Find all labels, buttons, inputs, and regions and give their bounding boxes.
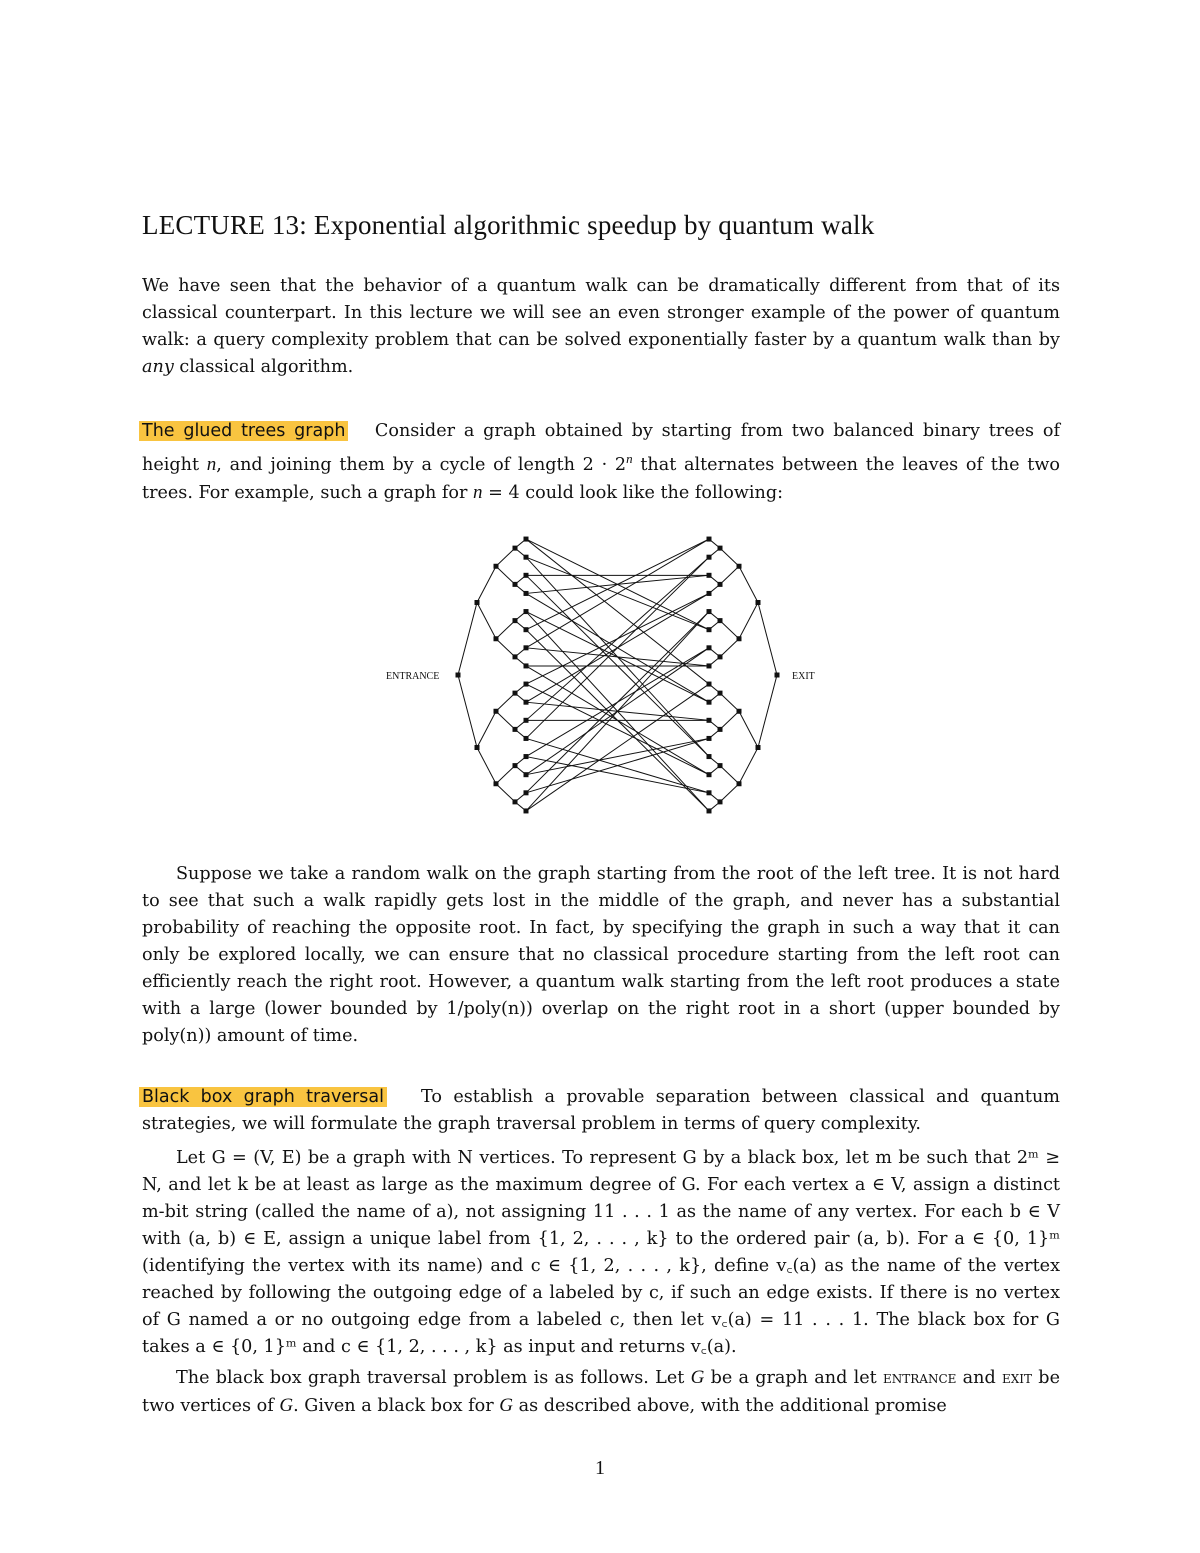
- section1-text-2: , and joining them by a cycle of length 2 · 2: [216, 454, 627, 475]
- tree-edge: [477, 748, 496, 784]
- tree-edge: [496, 639, 515, 657]
- math-exponent-n: n: [626, 451, 633, 466]
- math-g: G: [690, 1367, 705, 1388]
- para4-text-4: be two vertices of: [142, 1368, 1060, 1416]
- graph-vertex: [707, 808, 712, 813]
- para4-text-2: be a graph and let: [704, 1368, 883, 1388]
- para4-text-1: The black box graph traversal problem is as follows. Let: [176, 1368, 691, 1388]
- graph-vertex: [513, 763, 518, 768]
- graph-vertex: [524, 700, 529, 705]
- tree-edge: [720, 639, 739, 657]
- graph-vertex: [494, 636, 499, 641]
- glued-trees-graph: [380, 515, 820, 835]
- graph-vertex: [718, 691, 723, 696]
- graph-vertex: [707, 609, 712, 614]
- graph-vertex: [707, 627, 712, 632]
- graph-vertex: [524, 682, 529, 687]
- black-box-paragraph: [142, 1084, 1060, 1138]
- tree-edge: [720, 548, 739, 566]
- intro-emphasis: any: [142, 357, 174, 377]
- tree-edge: [477, 603, 496, 639]
- graph-vertex: [737, 636, 742, 641]
- graph-vertex: [707, 591, 712, 596]
- tree-edge: [496, 784, 515, 802]
- cycle-edge: [526, 539, 709, 648]
- tree-edge: [720, 621, 739, 639]
- graph-vertex: [494, 781, 499, 786]
- section-heading-black-box: Black box graph traversal: [139, 1087, 387, 1107]
- graph-vertex: [718, 654, 723, 659]
- graph-vertex: [513, 546, 518, 551]
- graph-vertex: [524, 627, 529, 632]
- tree-edge: [739, 566, 758, 602]
- graph-vertex: [524, 754, 529, 759]
- graph-vertex: [494, 564, 499, 569]
- graph-vertex: [524, 736, 529, 741]
- tree-edge: [496, 566, 515, 584]
- para4-text-6: as described above, with the additional promise: [513, 1396, 947, 1416]
- graph-vertex: [513, 799, 518, 804]
- math-n: n: [473, 481, 483, 503]
- tree-edge: [720, 566, 739, 584]
- cycle-edge: [526, 738, 709, 774]
- tree-edge: [720, 766, 739, 784]
- problem-paragraph: [142, 1364, 1060, 1420]
- graph-vertex: [718, 546, 723, 551]
- tree-edge: [477, 566, 496, 602]
- exit-vertex: [775, 673, 780, 678]
- graph-vertex: [756, 600, 761, 605]
- entrance-label: ENTRANCE: [386, 671, 440, 682]
- graph-vertex: [718, 799, 723, 804]
- tree-edge: [458, 603, 477, 676]
- tree-edge: [739, 603, 758, 639]
- math-n: n: [206, 453, 217, 475]
- graph-vertex: [707, 790, 712, 795]
- section1-text-3: that alternates between the leaves of the two trees. For example, such a graph for: [142, 454, 1060, 503]
- graph-vertex: [707, 555, 712, 560]
- graph-vertex: [475, 745, 480, 750]
- cycle-edge: [526, 684, 709, 811]
- graph-vertex: [475, 600, 480, 605]
- graph-vertex: [707, 754, 712, 759]
- graph-vertex: [524, 645, 529, 650]
- graph-vertex: [524, 555, 529, 560]
- definition-paragraph: Let G = (V, E) be a graph with N vertices. To represent G by a black box, let m be such that 2ᵐ ≥ N, and let k be at least as large as the maximum degree of G. For each vertex a ∈ V, assign a distinct m-bit string (called the name of a), not assigning 11 . . . 1 as the name of any vertex. For each b ∈ V with (a, b) ∈ E, assign a unique label from {1, 2, . . . , k} to the ordered pair (a, b). For a ∈ {0, 1}ᵐ (identifying the vertex with its name) and c ∈ {1, 2, . . . , k}, define v꜀(a) as the name of the vertex reached by following the outgoing edge of a labeled by c, if such an edge exists. If there is no vertex of G named a or no outgoing edge from a labeled c, then let v꜀(a) = 11 . . . 1. The black box for G takes a ∈ {0, 1}ᵐ and c ∈ {1, 2, . . . , k} as input and returns v꜀(a).: [142, 1148, 1060, 1357]
- graph-vertex: [707, 682, 712, 687]
- entrance-vertex: [456, 673, 461, 678]
- lecture-title: LECTURE 13: Exponential algorithmic speedup by quantum walk: [142, 210, 875, 240]
- tree-edge: [739, 748, 758, 784]
- graph-vertex: [707, 736, 712, 741]
- glued-trees-paragraph: [142, 418, 1060, 507]
- graph-vertex: [513, 618, 518, 623]
- graph-vertex: [737, 564, 742, 569]
- tree-edge: [496, 693, 515, 711]
- tree-edge: [720, 711, 739, 729]
- graph-vertex: [718, 582, 723, 587]
- tree-edge: [758, 675, 777, 748]
- section1-text-1: Consider a graph obtained by starting from two balanced binary trees of height: [142, 421, 1060, 475]
- graph-vertex: [524, 808, 529, 813]
- graph-vertex: [707, 663, 712, 668]
- para4-text-3: and: [956, 1368, 1002, 1388]
- tree-edge: [758, 603, 777, 676]
- graph-vertex: [756, 745, 761, 750]
- graph-vertex: [737, 781, 742, 786]
- math-g: G: [279, 1395, 294, 1416]
- graph-vertex: [718, 727, 723, 732]
- section-heading-glued-trees: The glued trees graph: [139, 421, 348, 441]
- graph-vertex: [718, 618, 723, 623]
- page-number: 1: [595, 1457, 605, 1479]
- graph-vertex: [524, 663, 529, 668]
- graph-vertex: [494, 709, 499, 714]
- glued-trees-figure: [380, 515, 820, 835]
- graph-vertex: [524, 591, 529, 596]
- intro-paragraph: [142, 273, 1060, 381]
- random-walk-paragraph: Suppose we take a random walk on the graph starting from the root of the left tree. It is not hard to see that such a walk rapidly gets lost in the middle of the graph, and never has a substantial probability of reaching the opposite root. In fact, by specifying the graph in such a way that it can only be explored locally, we can ensure that no classical procedure starting from the left root can efficiently reach the right root. However, a quantum walk starting from the left root produces a state with a large (lower bounded by 1/poly(n)) overlap on the right root in a short (upper bounded by poly(n)) amount of time.: [142, 864, 1060, 1046]
- tree-edge: [496, 621, 515, 639]
- intro-text: We have seen that the behavior of a quantum walk can be dramatically different from that of its classical counterpart. In this lecture we will see an even stronger example of the power of quantum walk: a query complexity problem that can be solved exponentially faster by a quantum walk than by: [142, 276, 1060, 350]
- tree-edge: [458, 675, 477, 748]
- graph-vertex: [513, 654, 518, 659]
- graph-vertex: [707, 573, 712, 578]
- section1-text-4: = 4 could look like the following:: [482, 482, 784, 503]
- graph-vertex: [524, 718, 529, 723]
- tree-edge: [720, 784, 739, 802]
- graph-vertex: [707, 772, 712, 777]
- graph-vertex: [707, 718, 712, 723]
- graph-vertex: [718, 763, 723, 768]
- graph-vertex: [524, 609, 529, 614]
- graph-vertex: [524, 573, 529, 578]
- intro-text-end: classical algorithm.: [173, 357, 354, 377]
- tree-edge: [477, 711, 496, 747]
- tree-edge: [739, 711, 758, 747]
- exit-term: exit: [1002, 1368, 1033, 1388]
- tree-edge: [496, 711, 515, 729]
- graph-vertex: [707, 700, 712, 705]
- graph-vertex: [524, 772, 529, 777]
- graph-vertex: [707, 645, 712, 650]
- entrance-term: entrance: [882, 1368, 957, 1388]
- graph-vertex: [524, 537, 529, 542]
- tree-edge: [496, 766, 515, 784]
- para4-text-5: . Given a black box for: [293, 1396, 500, 1416]
- graph-vertex: [513, 691, 518, 696]
- tree-edge: [720, 693, 739, 711]
- section2-text: To establish a provable separation between classical and quantum strategies, we will formulate the graph traversal problem in terms of query complexity.: [142, 1087, 1060, 1134]
- graph-vertex: [524, 790, 529, 795]
- graph-vertex: [513, 582, 518, 587]
- graph-vertex: [707, 537, 712, 542]
- cycle-edge: [526, 757, 709, 793]
- tree-edge: [496, 548, 515, 566]
- exit-label: EXIT: [792, 671, 815, 682]
- graph-vertex: [513, 727, 518, 732]
- graph-vertex: [737, 709, 742, 714]
- cycle-edge: [526, 539, 709, 684]
- math-g: G: [499, 1395, 514, 1416]
